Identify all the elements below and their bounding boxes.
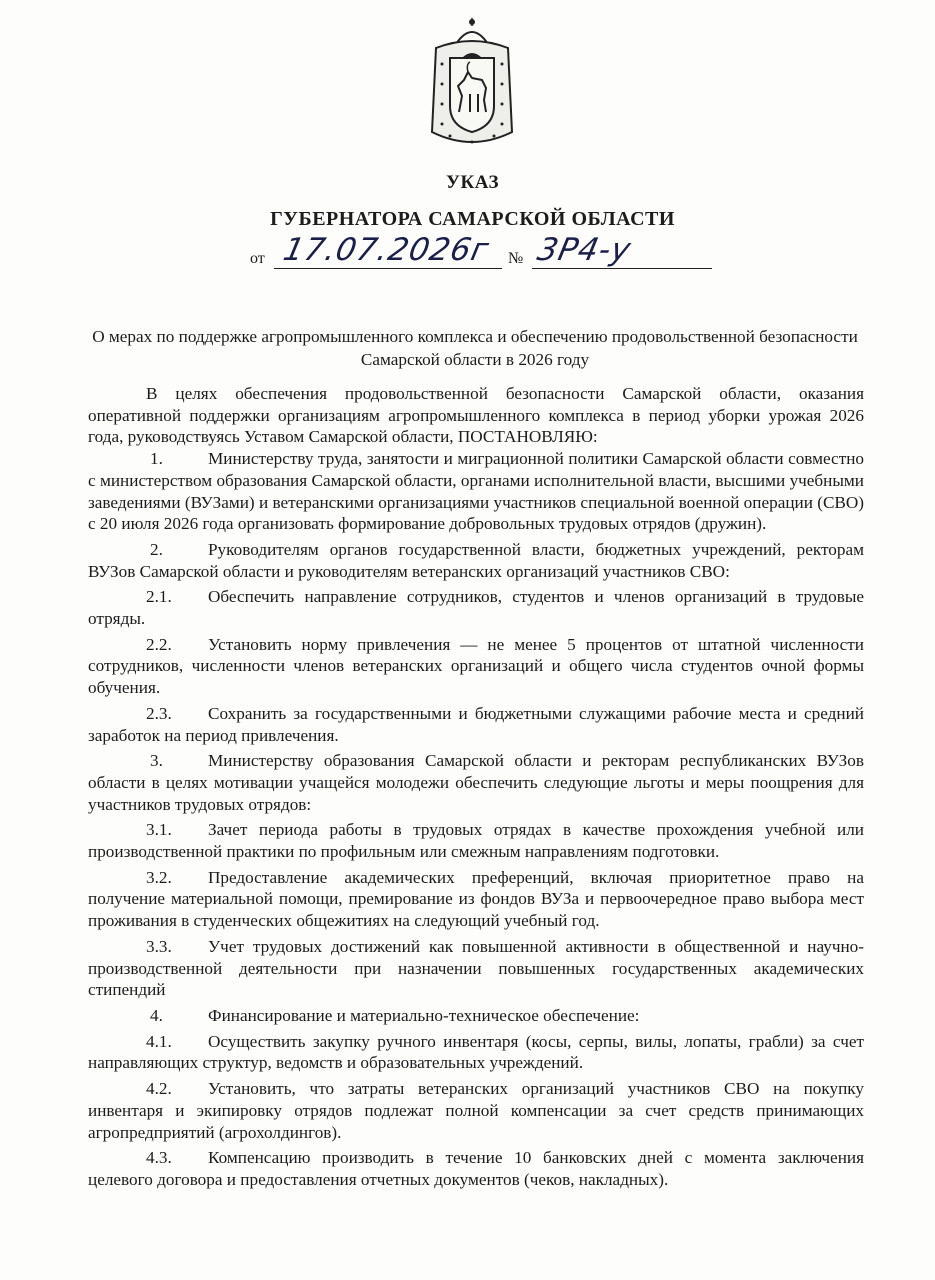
- date-underline: [274, 268, 502, 269]
- paragraph-text: Финансирование и материально-техническое обеспечение:: [208, 1005, 640, 1025]
- decree-paragraph: [88, 703, 864, 746]
- decree-paragraph: [88, 750, 864, 815]
- handwritten-number: 3Р4-у: [534, 232, 635, 268]
- decree-paragraph: [88, 448, 864, 535]
- paragraph-text: Компенсацию производить в течение 10 банковских дней с момента заключения целевого договора и предоставления отчетных документов (чеков, накладных).: [88, 1148, 864, 1189]
- decree-paragraph: [88, 1031, 864, 1074]
- paragraph-number: 2.: [150, 539, 163, 559]
- paragraph-number: 4.1.: [146, 1031, 172, 1051]
- paragraph-number: 3.2.: [146, 867, 172, 887]
- paragraph-text: Учет трудовых достижений как повышенной активности в общественной и научно-производственной деятельности при назначении повышенных государственных академических стипендий: [88, 936, 864, 1000]
- samara-coat-of-arms-icon: [426, 14, 518, 154]
- paragraph-text: Обеспечить направление сотрудников, студентов и членов организаций в трудовые отряды.: [88, 587, 864, 629]
- paragraph-number: 3.3.: [146, 936, 172, 956]
- number-underline: [532, 268, 712, 269]
- paragraph-text: Министерству образования Самарской области и ректорам республиканских ВУЗов области в целях мотивации учащейся молодежи обеспечить следующие льготы и меры поощрения для участников трудовых отрядов:: [88, 751, 864, 814]
- decree-paragraph: [88, 383, 864, 448]
- decree-paragraph: [88, 936, 864, 1001]
- date-number-line: [250, 232, 720, 278]
- document-type-heading: УКАЗ: [446, 172, 499, 193]
- paragraph-text: Установить, что затраты ветеранских организаций участников СВО на покупку инвентаря и экипировку отрядов подлежат полной компенсации за счет средств принимающих агропредприятий (агрохолдингов).: [88, 1079, 864, 1142]
- paragraph-text: Осуществить закупку ручного инвентаря (косы, серпы, вилы, лопаты, грабли) за счет направляющих структур, ведомств и образовательных учреждений.: [88, 1031, 864, 1073]
- paragraph-number: 4.: [150, 1005, 163, 1025]
- paragraph-number: 3.: [150, 751, 163, 771]
- number-prefix: №: [508, 250, 524, 267]
- paragraph-number: 1.: [150, 449, 163, 469]
- decree-paragraph: [88, 1078, 864, 1143]
- paragraph-text: Предоставление академических преференций, включая приоритетное право на получение материальной помощи, премирование из фондов ВУЗа и первоочередное право выбора мест проживания в студенческих общежитиях на следующий учебный год.: [88, 867, 864, 931]
- paragraph-number: 2.2.: [146, 634, 172, 654]
- paragraph-number: 3.1.: [146, 820, 172, 840]
- decree-paragraph: [88, 586, 864, 629]
- decree-paragraph: [88, 867, 864, 932]
- decree-subject: О мерах по поддержке агропромышленного комплекса и обеспечению продовольственной безопасности Самарской области в 2026 году: [92, 327, 858, 369]
- decree-paragraph: [88, 1147, 864, 1190]
- paragraph-text: Установить норму привлечения — не менее 5 процентов от штатной численности сотрудников, численности членов ветеранских организаций и общего числа студентов очной формы обучения.: [88, 634, 864, 698]
- decree-paragraph: [88, 1005, 864, 1027]
- paragraph-text: Зачет периода работы в трудовых отрядах в качестве прохождения учебной или производственной практики по профильным или смежным направлениям подготовки.: [88, 820, 864, 862]
- paragraph-number: 4.3.: [146, 1148, 172, 1168]
- paragraph-number: 4.2.: [146, 1079, 172, 1099]
- decree-paragraph: [88, 539, 864, 582]
- decree-paragraph: [88, 634, 864, 699]
- paragraph-number: 2.1.: [146, 587, 172, 607]
- date-prefix: от: [250, 250, 265, 267]
- paragraph-text: Министерству труда, занятости и миграционной политики Самарской области совместно с министерством образования Самарской области, органами исполнительной власти, высшими учебными заведениями (ВУЗами) и ветеранскими организациями участников специальной военной операции (СВО) с 20 июля 2026 года организовать формирование добровольных трудовых отрядов (дружин).: [88, 449, 865, 534]
- paragraph-number: 2.3.: [146, 703, 172, 723]
- paragraph-text: Руководителям органов государственной власти, бюджетных учреждений, ректорам ВУЗов Самарской области и руководителям ветеранских организаций участников СВО:: [88, 539, 864, 581]
- paragraph-text: В целях обеспечения продовольственной безопасности Самарской области, оказания оперативной поддержки организациям агропромышленного комплекса в период уборки урожая 2026 года, руководствуясь Уставом Самарской области, ПОСТАНОВЛЯЮ:: [88, 384, 864, 447]
- decree-body: [88, 383, 864, 1191]
- paragraph-text: Сохранить за государственными и бюджетными служащими рабочие места и средний заработок на период привлечения.: [88, 703, 864, 745]
- decree-paragraph: [88, 819, 864, 862]
- handwritten-date: 17.07.2026г: [280, 232, 493, 268]
- issuer-heading: ГУБЕРНАТОРА САМАРСКОЙ ОБЛАСТИ: [270, 208, 675, 230]
